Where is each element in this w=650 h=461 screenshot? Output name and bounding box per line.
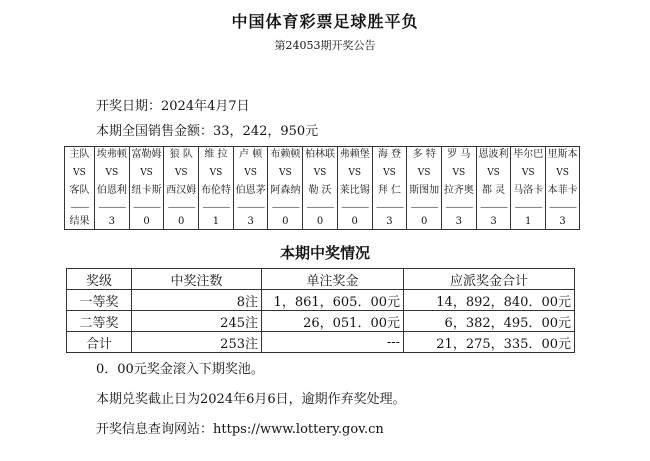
prize-table (66, 268, 575, 353)
match-away-team: 拜 仁 (377, 185, 402, 196)
match-dash: ——— (445, 202, 473, 213)
match-home-team: 里斯本 (547, 149, 578, 160)
match-column (546, 147, 579, 229)
prize-row-total (67, 332, 575, 353)
match-dash: ——— (98, 202, 126, 213)
match-column (130, 147, 165, 229)
match-table (64, 146, 580, 230)
away-label: 客队 (69, 185, 90, 196)
match-dash: ——— (341, 202, 369, 213)
deadline-note: 本期兑奖截止日为2024年6月6日，逾期作弃奖处理。 (96, 392, 406, 407)
dash-label: —— (70, 202, 89, 213)
match-away-team: 莱比锡 (339, 185, 370, 196)
header-count: 中奖注数 (132, 269, 262, 290)
match-column (442, 147, 477, 229)
match-column (407, 147, 442, 229)
match-home-team: 毕尔巴 (513, 149, 544, 160)
match-vs: VS (105, 168, 119, 178)
match-column (234, 147, 269, 229)
prize-amount: 1，861，605．00元 (262, 290, 404, 311)
prize-total: 6，382，495．00元 (404, 311, 575, 332)
match-home-team: 多 特 (412, 149, 436, 160)
section-title: 本期中奖情况 (279, 244, 370, 262)
match-result: 1 (525, 216, 532, 227)
header-amount: 单注奖金 (262, 269, 404, 290)
match-column (338, 147, 373, 229)
match-result: 0 (178, 216, 185, 227)
match-away-team: 拉齐奥 (443, 185, 474, 196)
match-result: 3 (455, 216, 463, 227)
match-dash: ——— (167, 202, 195, 213)
prize-count: 8注 (132, 290, 262, 311)
match-home-team: 卢 顿 (239, 149, 263, 160)
prize-total: 21，275，335．00元 (404, 332, 575, 353)
vs-label: VS (73, 168, 86, 178)
match-dash: ——— (271, 202, 299, 213)
match-away-team: 都 灵 (481, 185, 506, 196)
match-label-column (65, 147, 95, 229)
prize-header-row (67, 269, 575, 290)
match-dash: ——— (237, 202, 265, 213)
match-dash: ——— (375, 202, 403, 213)
prize-row-first (67, 290, 575, 311)
match-dash: ——— (480, 202, 508, 213)
match-vs: VS (556, 168, 569, 178)
issue-subtitle: 第24053期开奖公告 (274, 39, 376, 52)
match-column (303, 147, 338, 229)
match-home-team: 海 登 (377, 149, 402, 160)
match-vs: VS (487, 168, 500, 178)
match-home-team: 罗 马 (447, 149, 471, 160)
result-label: 结果 (69, 216, 90, 227)
match-away-team: 本菲卡 (547, 185, 578, 196)
match-result: 3 (386, 216, 393, 227)
match-vs: VS (348, 168, 362, 178)
match-away-team: 伯恩利 (96, 185, 127, 196)
match-column (511, 147, 546, 229)
match-home-team: 埃弗顿 (96, 149, 127, 160)
prize-amount: --- (262, 332, 404, 353)
match-result: 3 (490, 216, 497, 227)
match-dash: ——— (410, 202, 438, 213)
match-column (477, 147, 512, 229)
match-home-team: 弗赖堡 (339, 149, 370, 160)
prize-level: 一等奖 (67, 290, 132, 311)
header-total: 应派奖金合计 (404, 269, 575, 290)
match-result: 3 (559, 216, 566, 227)
header-level: 奖级 (67, 269, 132, 290)
prize-count: 245注 (132, 311, 262, 332)
match-away-team: 布伦特 (200, 185, 231, 196)
sales-amount: 本期全国销售金额：33，242，950元 (96, 124, 319, 139)
match-away-team: 马洛卡 (513, 185, 544, 196)
match-vs: VS (174, 168, 188, 178)
prize-count: 253注 (132, 332, 262, 353)
prize-amount: 26，051．00元 (262, 311, 404, 332)
rollover-note: 0．00元奖金滚入下期奖池。 (96, 362, 264, 377)
match-away-team: 斯图加 (409, 185, 440, 196)
match-result: 0 (351, 216, 358, 227)
match-away-team: 纽卡斯 (131, 185, 162, 196)
match-vs: VS (521, 168, 535, 178)
match-home-team: 狼 队 (169, 149, 193, 160)
match-away-team: 勒 沃 (308, 185, 332, 196)
match-away-team: 西汉姆 (166, 185, 197, 196)
match-vs: VS (417, 168, 431, 178)
match-vs: VS (244, 168, 257, 178)
match-dash: ——— (202, 202, 230, 213)
match-result: 3 (108, 216, 116, 227)
match-result: 1 (212, 216, 220, 227)
website-note: 开奖信息查询网站：https://www.lottery.gov.cn (96, 422, 384, 437)
prize-level: 合计 (67, 332, 132, 353)
page-title: 中国体育彩票足球胜平负 (231, 12, 419, 31)
match-away-team: 阿森纳 (270, 185, 301, 196)
match-column (164, 147, 199, 229)
match-vs: VS (209, 168, 223, 178)
match-column (95, 147, 130, 229)
match-vs: VS (452, 168, 466, 178)
match-dash: ——— (549, 202, 577, 213)
match-away-team: 伯恩茅 (235, 185, 266, 196)
match-column (373, 147, 408, 229)
match-result: 0 (282, 216, 289, 227)
match-result: 3 (247, 216, 254, 227)
match-dash: ——— (306, 202, 334, 213)
match-dash: ——— (133, 202, 161, 213)
match-column (269, 147, 304, 229)
match-home-team: 恩波利 (478, 149, 509, 160)
prize-level: 二等奖 (67, 311, 132, 332)
match-vs: VS (140, 168, 153, 178)
match-vs: VS (313, 168, 327, 178)
match-result: 0 (143, 216, 150, 227)
prize-row-second (67, 311, 575, 332)
match-home-team: 布赖顿 (270, 149, 301, 160)
draw-date: 开奖日期：2024年4月7日 (96, 99, 250, 114)
home-label: 主队 (69, 149, 90, 160)
match-result: 0 (420, 216, 428, 227)
match-column (199, 147, 234, 229)
match-home-team: 富勒姆 (131, 149, 162, 160)
prize-total: 14，892，840．00元 (404, 290, 575, 311)
match-home-team: 柏林联 (305, 149, 336, 160)
match-result: 0 (316, 216, 324, 227)
match-vs: VS (279, 168, 292, 178)
match-dash: ——— (514, 202, 542, 213)
match-home-team: 维 拉 (204, 149, 228, 160)
match-vs: VS (383, 168, 396, 178)
